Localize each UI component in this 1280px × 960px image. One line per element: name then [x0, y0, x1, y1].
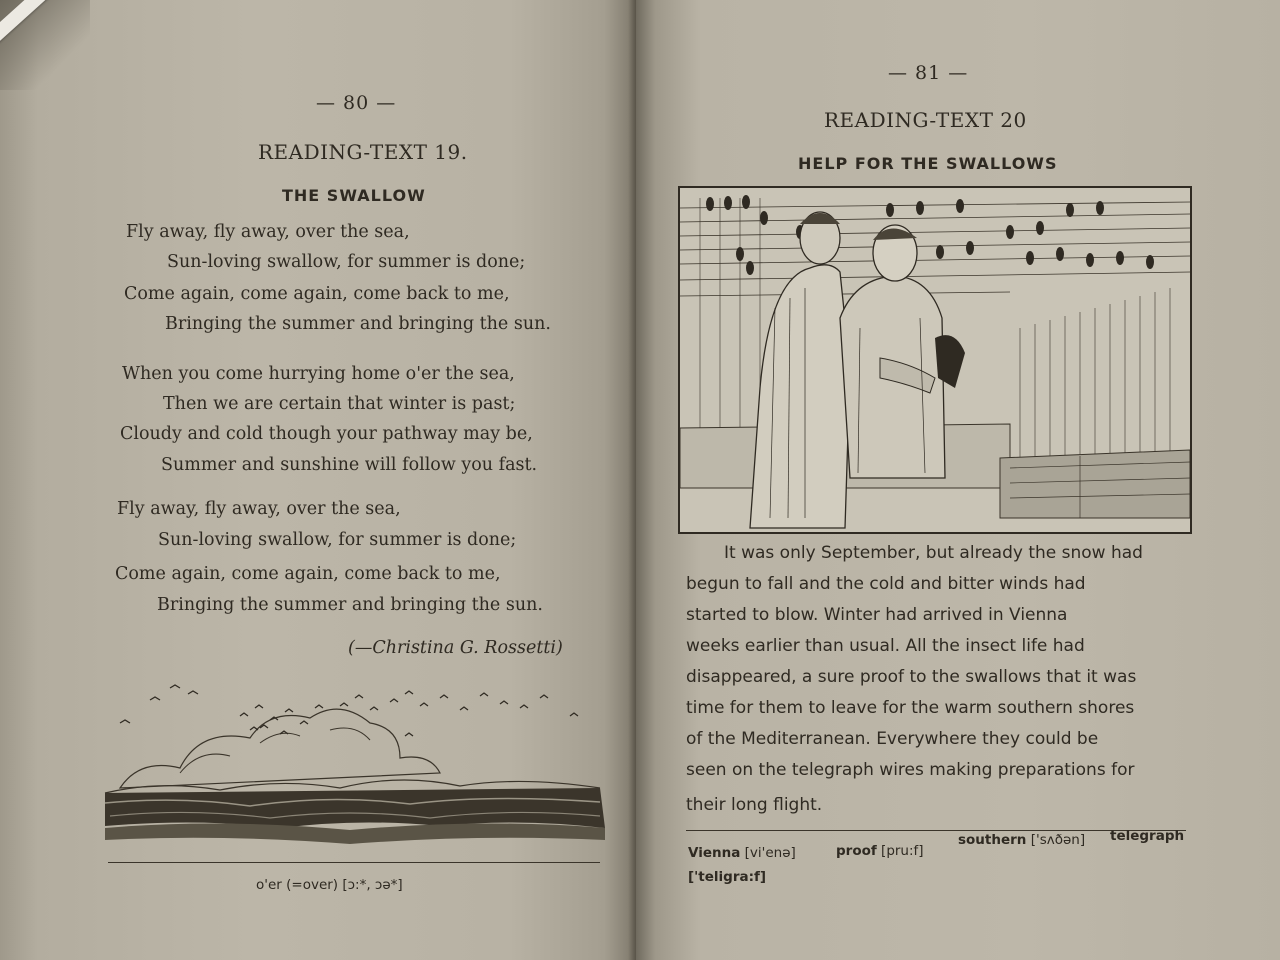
footnote-proof: [836, 843, 924, 859]
poem-line: Summer and sunshine will follow you fast.: [161, 455, 538, 475]
footnote-word: Vienna: [688, 845, 741, 861]
footnote-word: proof: [836, 843, 877, 859]
poem-line: Come again, come again, come back to me,: [115, 564, 501, 584]
footnote-rule: [108, 862, 600, 863]
footnote-word: southern: [958, 832, 1027, 848]
paragraph-line: It was only September, but already the snow had: [724, 543, 1143, 563]
paragraph-line: time for them to leave for the warm southern shores: [686, 698, 1135, 718]
footnote: o'er (=over) [ɔ:*, ɔə*]: [256, 877, 403, 893]
poem-line: Bringing the summer and bringing the sun.: [165, 314, 551, 334]
footnote-vienna: [688, 845, 796, 861]
poem-line: Come again, come again, come back to me,: [124, 284, 510, 304]
paragraph-line: seen on the telegraph wires making preparations for: [686, 760, 1135, 780]
footnote-telegraph: [1110, 828, 1184, 844]
sea-birds-illustration: [100, 668, 610, 858]
poem-title: THE SWALLOW: [282, 186, 426, 205]
paragraph-line: weeks earlier than usual. All the insect life had: [686, 636, 1085, 656]
footnote-pron: ['teligra:f]: [688, 869, 767, 885]
poem-line: Cloudy and cold though your pathway may be,: [120, 424, 533, 444]
paragraph-line: of the Mediterranean. Everywhere they could be: [686, 729, 1099, 749]
paragraph-line: their long flight.: [686, 795, 823, 815]
footnote-pron: ['sʌðən]: [1030, 832, 1086, 848]
footnote-telegraph-pron: [688, 869, 766, 885]
poem-line: Sun-loving swallow, for summer is done;: [167, 252, 526, 272]
footnote-word: telegraph: [1110, 828, 1185, 844]
page-number: — 80 —: [316, 92, 397, 114]
page-number: — 81 —: [888, 62, 969, 84]
footnote-pron: [pru:f]: [881, 843, 924, 859]
left-page: [0, 0, 636, 960]
poem-line: Then we are certain that winter is past;: [163, 394, 516, 414]
story-title: HELP FOR THE SWALLOWS: [798, 154, 1058, 173]
footnote-southern: [958, 832, 1085, 848]
paragraph-line: begun to fall and the cold and bitter winds had: [686, 574, 1086, 594]
poem-attribution: (—Christina G. Rossetti): [348, 638, 563, 658]
reading-text-heading: READING-TEXT 19.: [258, 140, 468, 164]
poem-line: Fly away, fly away, over the sea,: [117, 499, 401, 519]
swallows-illustration: [678, 186, 1192, 534]
reading-text-heading: READING-TEXT 20: [824, 108, 1027, 132]
right-page: [636, 0, 1280, 960]
poem-line: Fly away, fly away, over the sea,: [126, 222, 410, 242]
poem-line: Bringing the summer and bringing the sun.: [157, 595, 543, 615]
paragraph-line: started to blow. Winter had arrived in Vienna: [686, 605, 1068, 625]
footnote-pron: [vi'enə]: [744, 845, 796, 861]
poem-line: When you come hurrying home o'er the sea,: [122, 364, 515, 384]
paragraph-line: disappeared, a sure proof to the swallows that it was: [686, 667, 1137, 687]
poem-line: Sun-loving swallow, for summer is done;: [158, 530, 517, 550]
